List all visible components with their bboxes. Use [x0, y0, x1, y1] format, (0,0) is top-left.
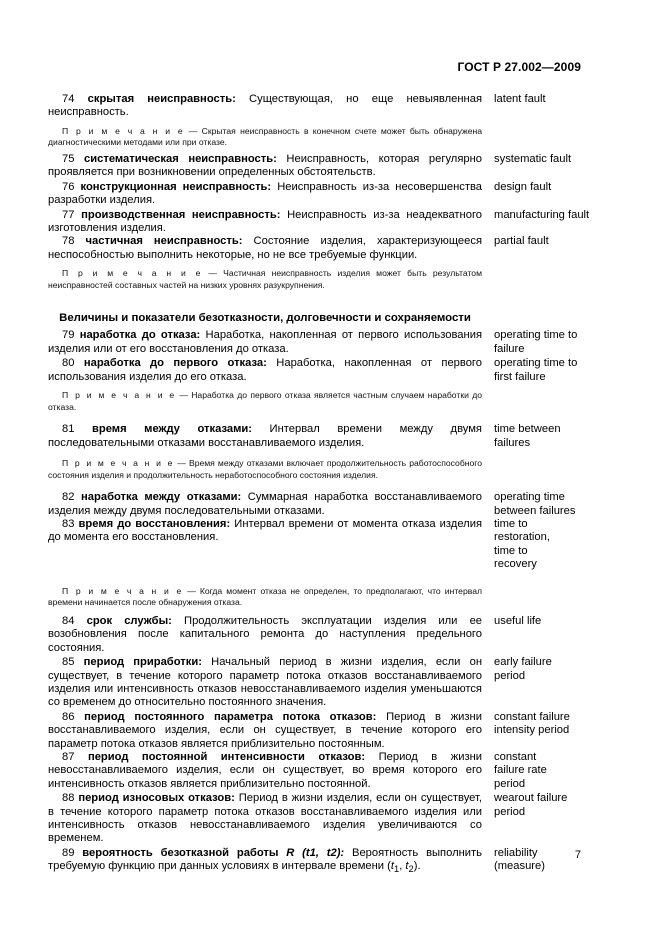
- note-label: П р и м е ч а н и е: [62, 458, 175, 469]
- formula-text: R (t1, t2):: [286, 846, 345, 859]
- term-english: manufacturing fault: [494, 208, 590, 221]
- term-name: конструкционная неисправность:: [80, 180, 272, 193]
- term-name: срок службы:: [86, 614, 172, 627]
- term-definition: Существующая, но еще невыявленная неисправность.: [48, 93, 483, 119]
- note-text: — Скрытая неисправность в конечном счете может быть обнаружена диагностическими методами или при отказе.: [48, 125, 483, 148]
- term-entry-78: [48, 235, 591, 262]
- term-entry-87: [48, 751, 591, 791]
- term-number: 84: [62, 614, 75, 627]
- term-number: 81: [62, 423, 75, 436]
- term-entry-77: [48, 209, 591, 236]
- term-name: производственная неисправность:: [81, 208, 281, 221]
- section-title: Величины и показатели безотказности, долговечности и сохраняемости: [59, 312, 471, 325]
- note-78: [48, 268, 482, 291]
- term-number: 74: [62, 93, 75, 105]
- term-english: partial fault: [494, 235, 549, 248]
- term-entry-79: [48, 329, 591, 356]
- term-english: constant failure rate period: [494, 750, 547, 790]
- term-number: 83: [62, 518, 75, 531]
- term-number: 89: [62, 846, 75, 859]
- term-number: 88: [62, 792, 75, 805]
- note-label: П р и м е ч а н и е: [62, 268, 203, 279]
- term-name: период износовых отказов:: [78, 792, 235, 805]
- term-number: 87: [62, 750, 75, 763]
- note-74: [48, 126, 482, 149]
- term-definition: Неисправность из-за неадекватного изготовления изделия.: [48, 208, 483, 235]
- term-definition: Состояние изделия, характеризующееся неспособностью выполнить некоторые, но не все требуемые функции.: [48, 235, 482, 261]
- term-english: design fault: [494, 180, 552, 193]
- term-name: время до восстановления:: [78, 518, 231, 531]
- term-english: systematic fault: [494, 153, 572, 165]
- term-english: reliability (measure): [494, 846, 545, 873]
- note-83: [48, 586, 482, 609]
- term-number: 76: [62, 180, 75, 193]
- term-number: 86: [62, 710, 75, 723]
- term-english: operating time to failure: [494, 329, 578, 355]
- note-text: — Время между отказами включает продолжительность работоспособного состояния изделия и продолжительность неработоспособного состояния изделия.: [48, 458, 482, 480]
- term-english: constant failure intensity period: [494, 710, 570, 737]
- term-entry-76: [48, 181, 591, 208]
- note-label: П р и м е ч а н и е: [62, 585, 184, 596]
- term-number: 82: [62, 491, 75, 504]
- term-entry-80: [48, 357, 591, 384]
- term-number: 85: [62, 656, 75, 669]
- note-label: П р и м е ч а н и е: [62, 125, 185, 136]
- term-entry-75: [48, 153, 591, 180]
- term-definition-end: ).: [413, 860, 421, 873]
- term-name: время между отказами:: [92, 423, 252, 436]
- term-definition: Неисправность из-за несовершенства разработки изделия.: [48, 180, 483, 207]
- term-number: 78: [62, 235, 75, 248]
- standard-code-header: ГОСТ Р 27.002—2009: [457, 60, 581, 74]
- term-english: operating time to first failure: [494, 357, 578, 383]
- term-name: наработка до первого отказа:: [83, 357, 267, 370]
- term-definition: Интервал времени от момента отказа изделия до момента его восстановления.: [48, 518, 483, 544]
- term-english: latent fault: [494, 93, 546, 105]
- t2-subscript: 2: [408, 864, 414, 875]
- term-definition: Период в жизни восстанавливаемого изделия, если он существует, в течение которого его параметр потока отказов является приблизительно постоянным.: [48, 710, 482, 750]
- term-entry-81: [48, 423, 591, 450]
- term-definition: Продолжительность эксплуатации изделия или ее возобновления после капитального ремонта до наступления предельного состояния.: [48, 614, 483, 654]
- term-definition: Интервал времени между двумя последовательными отказами восстанавливаемого изделия.: [48, 423, 482, 449]
- term-definition: Неисправность, которая регулярно проявляется при возникновении определенных обстоятельств.: [48, 153, 483, 179]
- term-english: operating time between failures: [494, 491, 576, 517]
- term-name: период приработки:: [83, 656, 202, 669]
- term-entry-84: [48, 615, 591, 655]
- term-definition: Суммарная наработка восстанавливаемого изделия между двумя последовательными отказами.: [48, 491, 483, 517]
- term-entry-83: [48, 518, 591, 572]
- term-name: наработка до отказа:: [79, 329, 201, 342]
- note-text: — Наработка до первого отказа является частным случаем наработки до отказа.: [48, 390, 482, 412]
- term-number: 80: [62, 357, 75, 370]
- note-label: П р и м е ч а н и е: [62, 390, 176, 401]
- term-english: time to restoration, time to recovery: [494, 518, 550, 571]
- term-english: useful life: [494, 614, 542, 627]
- term-entry-89: 89 вероятность безотказной работы R (t1, t2): Вероятность выполнить требуемую функцию при данных условиях в интервале времени ($t_1$, $t_2$). reliability (measure): [48, 847, 591, 877]
- term-name: наработка между отказами:: [81, 491, 242, 504]
- term-definition: Период в жизни изделия, если он существует, в течение которого параметр потока отказов восстанавливаемого изделия или интенсивность отказов невосстанавливаемого изделия увеличиваются со временем.: [48, 792, 483, 845]
- term-name: скрытая неисправность:: [87, 93, 236, 105]
- term-name: систематическая неисправность:: [84, 153, 277, 165]
- t1-symbol: t: [390, 860, 394, 873]
- term-name: период постоянного параметра потока отказов:: [84, 710, 377, 723]
- term-definition: Начальный период в жизни изделия, если он существует, в течение которого параметр потока отказов восстанавливаемого изделия или интенсивность отказов невосстанавливаемого изделия уменьшаются со временем до относительно постоянного значения.: [48, 656, 482, 709]
- term-number: 79: [62, 329, 75, 342]
- note-text: — Когда момент отказа не определен, то предполагают, что интервал времени начинается после обнаружения отказа.: [48, 585, 483, 608]
- t2-symbol: t: [405, 860, 409, 873]
- term-english: wearout failure period: [494, 792, 568, 818]
- term-entry-85: [48, 656, 591, 710]
- term-name: частичная неисправность:: [85, 235, 243, 248]
- term-english: time between failures: [494, 423, 561, 449]
- term-definition: Период в жизни невосстанавливаемого изделия, если он существует, во время которого его интенсивность отказов является приблизительно постоянной.: [48, 750, 483, 790]
- term-entry-86: [48, 711, 591, 751]
- term-name: вероятность безотказной работы: [82, 846, 279, 859]
- term-english: early failure period: [494, 656, 552, 682]
- note-81: [48, 458, 482, 481]
- term-entry-74: [48, 93, 591, 120]
- term-name: период постоянной интенсивности отказов:: [87, 750, 366, 763]
- page-number: 7: [574, 849, 581, 861]
- note-text: — Частичная неисправность изделия может быть результатом неисправностей составных частей на низких уровнях разукрупнения.: [48, 268, 482, 290]
- term-definition: Наработка, накопленная от первого использования изделия до его отказа.: [48, 357, 482, 383]
- term-formula: [286, 847, 344, 859]
- term-entry-82: [48, 491, 591, 518]
- document-body: [48, 93, 591, 877]
- term-definition: Наработка, накопленная от первого использования изделия или от его восстановления до отказа.: [48, 329, 482, 355]
- term-definition: Вероятность выполнить требуемую функцию при данных условиях в интервале времени (: [48, 846, 482, 873]
- t1-subscript: 1: [393, 864, 400, 875]
- term-entry-88: [48, 792, 591, 846]
- note-80: [48, 390, 482, 413]
- term-number: 77: [62, 208, 75, 221]
- term-number: 75: [62, 153, 75, 165]
